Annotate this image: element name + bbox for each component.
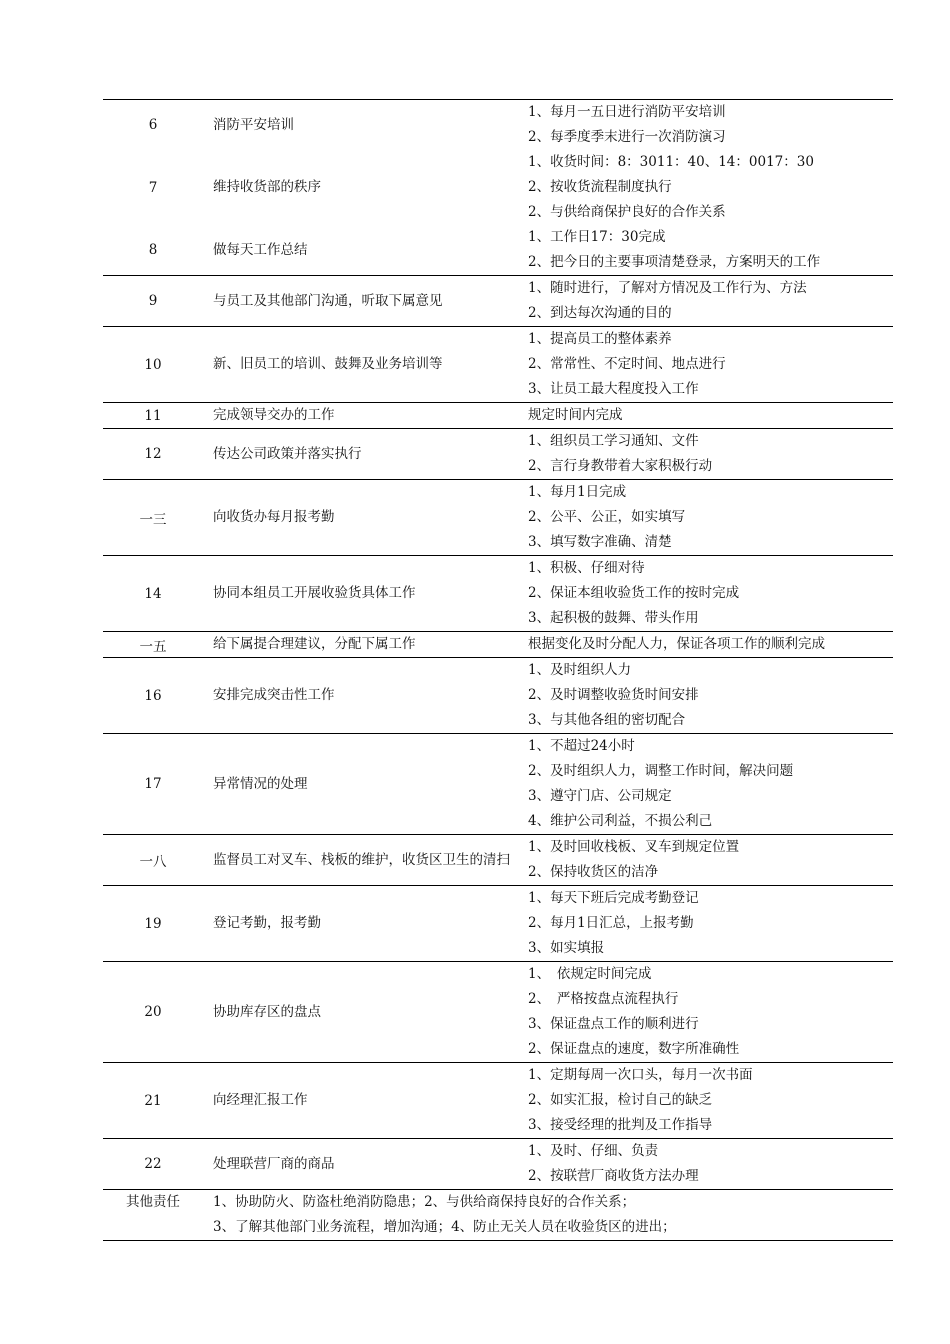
task-description: 监督员工对叉车、栈板的维护，收货区卫生的清扫 <box>203 835 518 886</box>
task-description: 向收货办每月报考勤 <box>203 480 518 556</box>
task-description: 完成领导交办的工作 <box>203 403 518 429</box>
row-number: 一三 <box>103 480 203 556</box>
task-description: 给下属提合理建议，分配下属工作 <box>203 632 518 658</box>
table-row <box>103 225 893 276</box>
requirement-line: 2、及时调整收验货时间安排 <box>528 687 699 703</box>
requirement-line: 根据变化及时分配人力，保证各项工作的顺利完成 <box>528 636 825 652</box>
requirement-line: 2、每季度季末进行一次消防演习 <box>528 129 726 145</box>
responsibility-table <box>103 99 893 1241</box>
row-number: 7 <box>148 179 158 196</box>
row-number: 16 <box>103 658 203 734</box>
requirements-cell <box>518 276 893 327</box>
requirement-line: 1、及时、仔细、负责 <box>528 1143 659 1159</box>
table-row <box>103 150 893 225</box>
requirement-line: 2、保证盘点的速度，数字所准确性 <box>528 1041 740 1057</box>
table-row <box>103 835 893 886</box>
other-responsibilities-label: 其他责任 <box>103 1190 203 1241</box>
requirement-line: 2、保证本组收验货工作的按时完成 <box>528 585 740 601</box>
requirements-cell <box>518 1139 893 1190</box>
requirement-line: 3、让员工最大程度投入工作 <box>528 381 699 397</box>
requirement-line: 1、 依规定时间完成 <box>528 966 652 982</box>
task-description: 与员工及其他部门沟通，听取下属意见 <box>203 276 518 327</box>
table-row <box>103 429 893 480</box>
requirements-cell <box>518 734 893 835</box>
row-number: 9 <box>103 276 203 327</box>
requirements-cell <box>518 1063 893 1139</box>
requirement-line: 3、如实填报 <box>528 940 605 956</box>
requirement-line: 1、每月1日完成 <box>528 484 627 500</box>
row-number: 6 <box>103 100 203 151</box>
requirements-cell <box>518 225 893 276</box>
requirement-line: 1、积极、仔细对待 <box>528 560 645 576</box>
requirement-line: 4、维护公司利益，不损公利己 <box>528 813 713 829</box>
table-row <box>103 632 893 658</box>
requirement-line: 1、工作日17：30完成 <box>528 229 666 245</box>
requirement-line: 3、遵守门店、公司规定 <box>528 788 672 804</box>
requirement-line: 1、不超过24小时 <box>528 738 635 754</box>
requirement-line: 2、如实汇报，检讨自己的缺乏 <box>528 1092 713 1108</box>
other-responsibilities-text <box>203 1190 893 1241</box>
requirement-line: 2、及时组织人力，调整工作时间，解决问题 <box>528 763 794 779</box>
row-number: 10 <box>103 327 203 403</box>
row-number: 12 <box>103 429 203 480</box>
requirement-line: 2、按联营厂商收货方法办理 <box>528 1168 699 1184</box>
task-description: 异常情况的处理 <box>203 734 518 835</box>
table-row <box>103 276 893 327</box>
table-row <box>103 403 893 429</box>
task-description: 传达公司政策并落实执行 <box>203 429 518 480</box>
requirements-cell <box>518 962 893 1063</box>
requirement-line: 1、组织员工学习通知、文件 <box>528 433 699 449</box>
table-row <box>103 556 893 632</box>
requirements-cell <box>518 556 893 632</box>
requirement-line: 2、 严格按盘点流程执行 <box>528 991 679 1007</box>
row-number: 11 <box>103 403 203 429</box>
row-number: 一八 <box>103 835 203 886</box>
requirement-line: 1、每天下班后完成考勤登记 <box>528 890 699 906</box>
requirement-line: 1、及时组织人力 <box>528 662 632 678</box>
row-number: 14 <box>103 556 203 632</box>
requirements-cell <box>518 150 893 225</box>
requirement-line: 3、保证盘点工作的顺利进行 <box>528 1016 699 1032</box>
row-number: 22 <box>103 1139 203 1190</box>
requirement-line: 3、填写数字准确、清楚 <box>528 534 672 550</box>
table-row <box>103 962 893 1063</box>
requirements-cell <box>518 835 893 886</box>
row-number: 17 <box>103 734 203 835</box>
requirement-line: 1、收货时间：8：3011：40、14：0017：30 <box>528 154 814 170</box>
table-row <box>103 886 893 962</box>
requirements-cell <box>518 480 893 556</box>
requirement-line: 2、按收货流程制度执行 <box>528 179 672 195</box>
table-row <box>103 658 893 734</box>
requirement-line: 1、提高员工的整体素养 <box>528 331 672 347</box>
task-description: 安排完成突击性工作 <box>203 658 518 734</box>
requirement-line: 规定时间内完成 <box>528 407 623 423</box>
requirement-line: 1、定期每周一次口头，每月一次书面 <box>528 1067 753 1083</box>
responsibility-document <box>103 99 893 1241</box>
requirement-line: 3、接受经理的批判及工作指导 <box>528 1117 713 1133</box>
task-description: 协助库存区的盘点 <box>203 962 518 1063</box>
task-description: 消防平安培训 <box>203 100 518 151</box>
requirement-line: 2、到达每次沟通的目的 <box>528 305 672 321</box>
task-description: 新、旧员工的培训、鼓舞及业务培训等 <box>203 327 518 403</box>
requirements-cell <box>518 403 893 429</box>
requirement-line: 2、公平、公正，如实填写 <box>528 509 686 525</box>
other-line-1: 1、协助防火、防盗杜绝消防隐患；2、与供给商保持良好的合作关系； <box>213 1194 636 1210</box>
table-row <box>103 1063 893 1139</box>
row-number: 19 <box>103 886 203 962</box>
requirement-line: 2、保持收货区的洁净 <box>528 864 659 880</box>
requirement-line: 1、及时回收栈板、叉车到规定位置 <box>528 839 740 855</box>
requirements-cell <box>518 327 893 403</box>
requirement-line: 3、与其他各组的密切配合 <box>528 712 686 728</box>
requirement-line: 2、言行身教带着大家积极行动 <box>528 458 713 474</box>
requirements-cell <box>518 632 893 658</box>
requirement-line: 2、每月1日汇总，上报考勤 <box>528 915 694 931</box>
table-row <box>103 1139 893 1190</box>
requirements-cell <box>518 429 893 480</box>
table-row <box>103 734 893 835</box>
task-description: 维持收货部的秩序 <box>213 179 321 195</box>
table-row <box>103 327 893 403</box>
task-description: 协同本组员工开展收验货具体工作 <box>203 556 518 632</box>
requirement-line: 2、常常性、不定时间、地点进行 <box>528 356 726 372</box>
row-number: 21 <box>103 1063 203 1139</box>
requirement-line: 2、与供给商保护良好的合作关系 <box>528 204 726 220</box>
requirements-cell <box>518 100 893 151</box>
task-description: 向经理汇报工作 <box>203 1063 518 1139</box>
requirement-line: 3、起积极的鼓舞、带头作用 <box>528 610 699 626</box>
row-number: 一五 <box>103 632 203 658</box>
requirements-cell <box>518 658 893 734</box>
requirements-cell <box>518 886 893 962</box>
row-number: 8 <box>148 242 158 258</box>
table-body <box>103 100 893 1190</box>
row-number: 20 <box>103 962 203 1063</box>
task-description: 处理联营厂商的商品 <box>203 1139 518 1190</box>
table-row <box>103 100 893 151</box>
task-description: 登记考勤，报考勤 <box>203 886 518 962</box>
requirement-line: 1、每月一五日进行消防平安培训 <box>528 104 726 120</box>
other-line-2: 3、了解其他部门业务流程，增加沟通；4、防止无关人员在收验货区的进出； <box>213 1219 676 1235</box>
table-row <box>103 480 893 556</box>
other-responsibilities-row <box>103 1190 893 1241</box>
requirement-line: 1、随时进行，了解对方情况及工作行为、方法 <box>528 280 807 296</box>
task-description: 做每天工作总结 <box>213 241 308 258</box>
requirement-line: 2、把今日的主要事项清楚登录，方案明天的工作 <box>528 254 821 270</box>
